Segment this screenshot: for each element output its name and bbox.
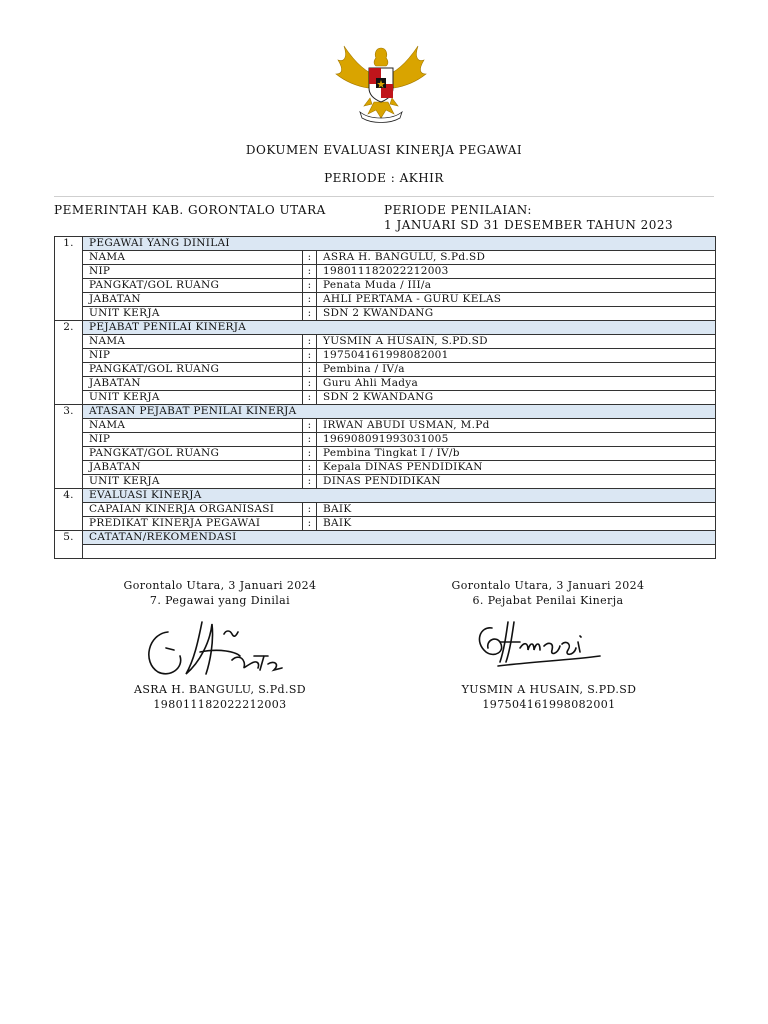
section-title: CATATAN/REKOMENDASI [83, 531, 716, 545]
colon-separator: : [303, 349, 317, 363]
colon-separator: : [303, 461, 317, 475]
field-label: UNIT KERJA [83, 307, 303, 321]
colon-separator: : [303, 517, 317, 531]
left-place-date: Gorontalo Utara, 3 Januari 2024 [123, 579, 317, 592]
field-value: SDN 2 KWANDANG [317, 307, 716, 321]
colon-separator: : [303, 391, 317, 405]
table-row [55, 391, 716, 405]
field-label: JABATAN [83, 293, 303, 307]
section-number: 1. [55, 237, 83, 321]
colon-separator: : [303, 293, 317, 307]
field-label: UNIT KERJA [83, 475, 303, 489]
field-value: 196908091993031005 [317, 433, 716, 447]
section-number: 5. [55, 531, 83, 559]
left-name: ASRA H. BANGULU, S.Pd.SD [134, 683, 306, 696]
empty-row [55, 545, 716, 559]
table-row [55, 461, 716, 475]
section-number: 3. [55, 405, 83, 489]
section-header-row [55, 489, 716, 503]
right-place-date: Gorontalo Utara, 3 Januari 2024 [451, 579, 645, 592]
section-number: 4. [55, 489, 83, 531]
field-value: IRWAN ABUDI USMAN, M.Pd [317, 419, 716, 433]
table-row [55, 279, 716, 293]
field-value: Pembina / IV/a [317, 363, 716, 377]
field-value: BAIK [317, 503, 716, 517]
section-title: PEGAWAI YANG DINILAI [83, 237, 716, 251]
garuda-emblem-icon [334, 40, 428, 124]
field-value: YUSMIN A HUSAIN, S.PD.SD [317, 335, 716, 349]
table-row [55, 419, 716, 433]
table-row [55, 517, 716, 531]
colon-separator: : [303, 251, 317, 265]
field-label: NIP [83, 349, 303, 363]
divider [54, 196, 714, 197]
colon-separator: : [303, 335, 317, 349]
field-label: NIP [83, 265, 303, 279]
empty-cell [83, 545, 716, 559]
right-name: YUSMIN A HUSAIN, S.PD.SD [461, 683, 637, 696]
left-name-block [100, 682, 340, 712]
table-row [55, 307, 716, 321]
periode-penilaian-label: PERIODE PENILAIAN: [384, 203, 532, 217]
field-label: JABATAN [83, 461, 303, 475]
left-nip: 198011182022212003 [153, 698, 287, 711]
table-row [55, 475, 716, 489]
table-row [55, 265, 716, 279]
colon-separator: : [303, 363, 317, 377]
section-header-row [55, 531, 716, 545]
colon-separator: : [303, 475, 317, 489]
colon-separator: : [303, 433, 317, 447]
field-value: BAIK [317, 517, 716, 531]
colon-separator: : [303, 503, 317, 517]
colon-separator: : [303, 265, 317, 279]
field-value: DINAS PENDIDIKAN [317, 475, 716, 489]
section-title: ATASAN PEJABAT PENILAI KINERJA [83, 405, 716, 419]
colon-separator: : [303, 447, 317, 461]
field-value: Pembina Tingkat I / IV/b [317, 447, 716, 461]
table-row [55, 363, 716, 377]
left-signature-icon [140, 612, 290, 682]
section-title: EVALUASI KINERJA [83, 489, 716, 503]
table-row [55, 251, 716, 265]
table-row [55, 433, 716, 447]
table-row [55, 293, 716, 307]
right-role: 6. Pejabat Penilai Kinerja [472, 594, 624, 607]
table-row [55, 377, 716, 391]
field-value: 197504161998082001 [317, 349, 716, 363]
colon-separator: : [303, 307, 317, 321]
field-label: NAMA [83, 251, 303, 265]
right-signature-block [428, 578, 668, 608]
field-value: AHLI PERTAMA - GURU KELAS [317, 293, 716, 307]
periode-penilaian-value: 1 JANUARI SD 31 DESEMBER TAHUN 2023 [384, 218, 674, 232]
field-value: SDN 2 KWANDANG [317, 391, 716, 405]
field-value: Guru Ahli Madya [317, 377, 716, 391]
field-label: PREDIKAT KINERJA PEGAWAI [83, 517, 303, 531]
section-title: PEJABAT PENILAI KINERJA [83, 321, 716, 335]
field-label: UNIT KERJA [83, 391, 303, 405]
field-label: PANGKAT/GOL RUANG [83, 279, 303, 293]
right-name-block [424, 682, 674, 712]
evaluation-table [54, 236, 716, 559]
table-row [55, 447, 716, 461]
field-label: NAMA [83, 419, 303, 433]
field-label: NIP [83, 433, 303, 447]
section-number: 2. [55, 321, 83, 405]
right-signature-icon [470, 612, 610, 674]
section-header-row [55, 237, 716, 251]
colon-separator: : [303, 279, 317, 293]
field-label: JABATAN [83, 377, 303, 391]
field-label: CAPAIAN KINERJA ORGANISASI [83, 503, 303, 517]
field-value: ASRA H. BANGULU, S.Pd.SD [317, 251, 716, 265]
table-row [55, 503, 716, 517]
document-periode: PERIODE : AKHIR [324, 171, 444, 185]
instansi: PEMERINTAH KAB. GORONTALO UTARA [54, 203, 326, 217]
field-label: PANGKAT/GOL RUANG [83, 363, 303, 377]
field-value: 198011182022212003 [317, 265, 716, 279]
left-signature-block [100, 578, 340, 608]
field-label: NAMA [83, 335, 303, 349]
table-row [55, 335, 716, 349]
table-row [55, 349, 716, 363]
section-header-row [55, 405, 716, 419]
field-label: PANGKAT/GOL RUANG [83, 447, 303, 461]
field-value: Kepala DINAS PENDIDIKAN [317, 461, 716, 475]
field-value: Penata Muda / III/a [317, 279, 716, 293]
document-title: DOKUMEN EVALUASI KINERJA PEGAWAI [245, 143, 523, 157]
colon-separator: : [303, 377, 317, 391]
section-header-row [55, 321, 716, 335]
right-nip: 197504161998082001 [482, 698, 616, 711]
colon-separator: : [303, 419, 317, 433]
left-role: 7. Pegawai yang Dinilai [149, 594, 291, 607]
